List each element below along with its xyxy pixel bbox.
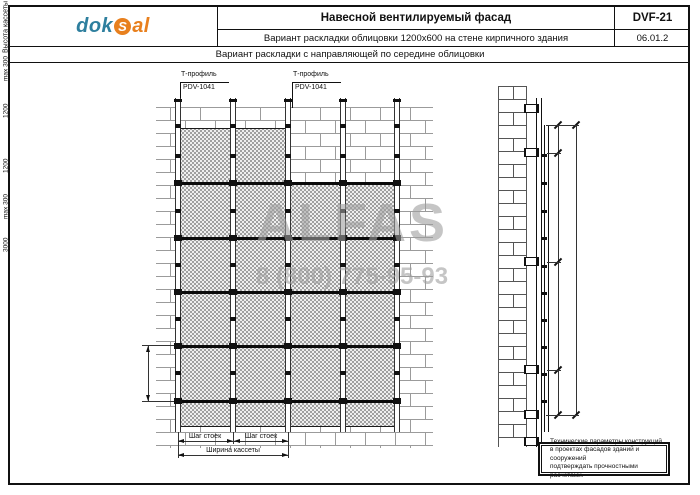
profile-clip bbox=[175, 154, 181, 158]
profile-clip bbox=[394, 263, 400, 267]
dim-arrow bbox=[146, 395, 150, 401]
wall-bracket bbox=[524, 257, 539, 266]
rail-bracket bbox=[174, 343, 182, 349]
dim-line-post-step bbox=[178, 441, 288, 442]
rail-bracket bbox=[339, 398, 347, 404]
dim-ext-line bbox=[547, 262, 561, 263]
profile-clip bbox=[230, 124, 236, 128]
callout-profile-name: Т-профиль bbox=[293, 71, 329, 78]
profile-clip bbox=[285, 209, 291, 213]
dim-line-section-steps bbox=[558, 125, 559, 415]
profile-top-anchor bbox=[229, 99, 237, 102]
profile-clip bbox=[230, 209, 236, 213]
dim-label-panel-pitch: 1200 bbox=[2, 103, 10, 118]
rail-bracket bbox=[339, 289, 347, 295]
profile-top-anchor bbox=[174, 99, 182, 102]
profile-clip bbox=[285, 154, 291, 158]
profile-clip bbox=[230, 154, 236, 158]
dim-label-cassette-height: Высота кассеты bbox=[2, 1, 10, 54]
profile-clip bbox=[230, 371, 236, 375]
logo-part-al: al bbox=[132, 14, 150, 37]
dim-ext-line bbox=[547, 370, 561, 371]
profile-top-anchor bbox=[339, 99, 347, 102]
skin-clip bbox=[542, 265, 547, 268]
profile-clip bbox=[175, 124, 181, 128]
profile-clip bbox=[175, 209, 181, 213]
rail-bracket bbox=[393, 180, 401, 186]
profile-clip bbox=[285, 371, 291, 375]
rail-bracket bbox=[393, 235, 401, 241]
rail-bracket bbox=[284, 235, 292, 241]
profile-clip bbox=[285, 124, 291, 128]
note-line: Технические параметры конструкций bbox=[550, 437, 662, 445]
skin-clip bbox=[542, 346, 547, 349]
skin-clip bbox=[542, 400, 547, 403]
rail-bracket bbox=[284, 289, 292, 295]
doc-code: DVF-21 bbox=[632, 12, 673, 24]
dim-label-cassette-width: Ширина кассеты bbox=[206, 446, 260, 454]
note-line: в проектах фасадов зданий и сооружений bbox=[550, 446, 640, 462]
profile-clip bbox=[340, 317, 346, 321]
profile-clip bbox=[285, 317, 291, 321]
profile-clip bbox=[175, 371, 181, 375]
section-cladding-skin bbox=[544, 125, 549, 432]
dim-label-panel-pitch: 1200 bbox=[2, 158, 10, 173]
rail-bracket bbox=[284, 343, 292, 349]
rail-bracket bbox=[393, 398, 401, 404]
profile-clip bbox=[394, 317, 400, 321]
skin-clip bbox=[542, 237, 547, 240]
rail-bracket bbox=[284, 398, 292, 404]
rail-bracket bbox=[339, 180, 347, 186]
dim-label-overall: 3000 bbox=[2, 237, 10, 253]
profile-clip bbox=[175, 317, 181, 321]
brick-wall-section bbox=[498, 86, 527, 447]
wall-bracket bbox=[524, 437, 539, 446]
wall-bracket bbox=[524, 365, 539, 374]
header-row3-line bbox=[8, 62, 690, 63]
rail-bracket bbox=[339, 235, 347, 241]
callout-profile-code: PDV-1041 bbox=[183, 84, 215, 91]
rail-bracket bbox=[174, 235, 182, 241]
wall-bracket bbox=[524, 148, 539, 157]
dim-label-max-offset: max 300 bbox=[2, 194, 10, 220]
dim-ext-line bbox=[546, 125, 579, 126]
profile-clip bbox=[340, 154, 346, 158]
rail-bracket bbox=[174, 180, 182, 186]
dim-ext-line bbox=[546, 415, 579, 416]
rail-bracket bbox=[229, 398, 237, 404]
profile-top-anchor bbox=[393, 99, 401, 102]
dim-line-cassette-height bbox=[148, 346, 149, 401]
logo-part-dok: dok bbox=[76, 14, 114, 37]
profile-clip bbox=[394, 154, 400, 158]
rail-bracket bbox=[229, 180, 237, 186]
wall-bracket bbox=[524, 410, 539, 419]
profile-clip bbox=[230, 317, 236, 321]
dim-label-post-step: Шаг стоек bbox=[244, 433, 278, 440]
skin-clip bbox=[542, 292, 547, 295]
rail-bracket bbox=[339, 343, 347, 349]
skin-clip bbox=[542, 154, 547, 157]
dim-ext-line bbox=[547, 153, 561, 154]
callout-underline bbox=[292, 82, 341, 83]
skin-clip bbox=[542, 182, 547, 185]
note-line: подтверждать прочностными расчетами. bbox=[550, 463, 638, 479]
profile-clip bbox=[340, 124, 346, 128]
profile-clip bbox=[340, 371, 346, 375]
logo bbox=[10, 7, 216, 45]
variant-note: Вариант раскладки с направляющей по середине облицовки bbox=[215, 49, 485, 60]
profile-clip bbox=[285, 263, 291, 267]
rail-bracket bbox=[229, 343, 237, 349]
callout-leader bbox=[292, 82, 293, 108]
watermark-phone: 8 (800) 775-95-93 bbox=[255, 263, 449, 290]
sheet-number: 06.01.2 bbox=[636, 32, 669, 44]
callout-underline bbox=[180, 82, 229, 83]
profile-clip bbox=[340, 209, 346, 213]
dim-arrow bbox=[146, 346, 150, 352]
wall-bracket bbox=[524, 104, 539, 113]
rail-bracket bbox=[284, 180, 292, 186]
skin-clip bbox=[542, 210, 547, 213]
profile-clip bbox=[394, 371, 400, 375]
skin-clip bbox=[542, 373, 547, 376]
logo-s-badge-icon: S bbox=[114, 18, 131, 35]
page-title: Навесной вентилируемый фасад bbox=[320, 12, 512, 24]
note-box bbox=[538, 437, 670, 479]
rail-bracket bbox=[229, 289, 237, 295]
rail-bracket bbox=[393, 289, 401, 295]
profile-clip bbox=[175, 263, 181, 267]
dim-line-cassette-width bbox=[178, 455, 288, 456]
callout-profile-name: Т-профиль bbox=[181, 71, 217, 78]
skin-clip bbox=[542, 319, 547, 322]
callout-profile-code: PDV-1041 bbox=[295, 84, 327, 91]
rail-bracket bbox=[229, 235, 237, 241]
rail-bracket bbox=[393, 343, 401, 349]
profile-clip bbox=[394, 209, 400, 213]
watermark-name: ALFAS bbox=[255, 193, 448, 253]
rail-bracket bbox=[174, 398, 182, 404]
profile-clip bbox=[230, 263, 236, 267]
dim-line-section-total bbox=[576, 125, 577, 415]
profile-clip bbox=[340, 263, 346, 267]
note-box-inner bbox=[541, 437, 667, 479]
profile-top-anchor bbox=[284, 99, 292, 102]
dim-ext-line bbox=[288, 430, 289, 458]
profile-clip bbox=[394, 124, 400, 128]
page-subtitle: Вариант раскладки облицовки 1200х600 на стене кирпичного здания bbox=[263, 32, 569, 44]
rail-bracket bbox=[174, 289, 182, 295]
dim-label-max-offset: max 300 bbox=[2, 56, 10, 82]
dim-label-post-step: Шаг стоек bbox=[188, 433, 222, 440]
logo-text bbox=[76, 15, 150, 38]
